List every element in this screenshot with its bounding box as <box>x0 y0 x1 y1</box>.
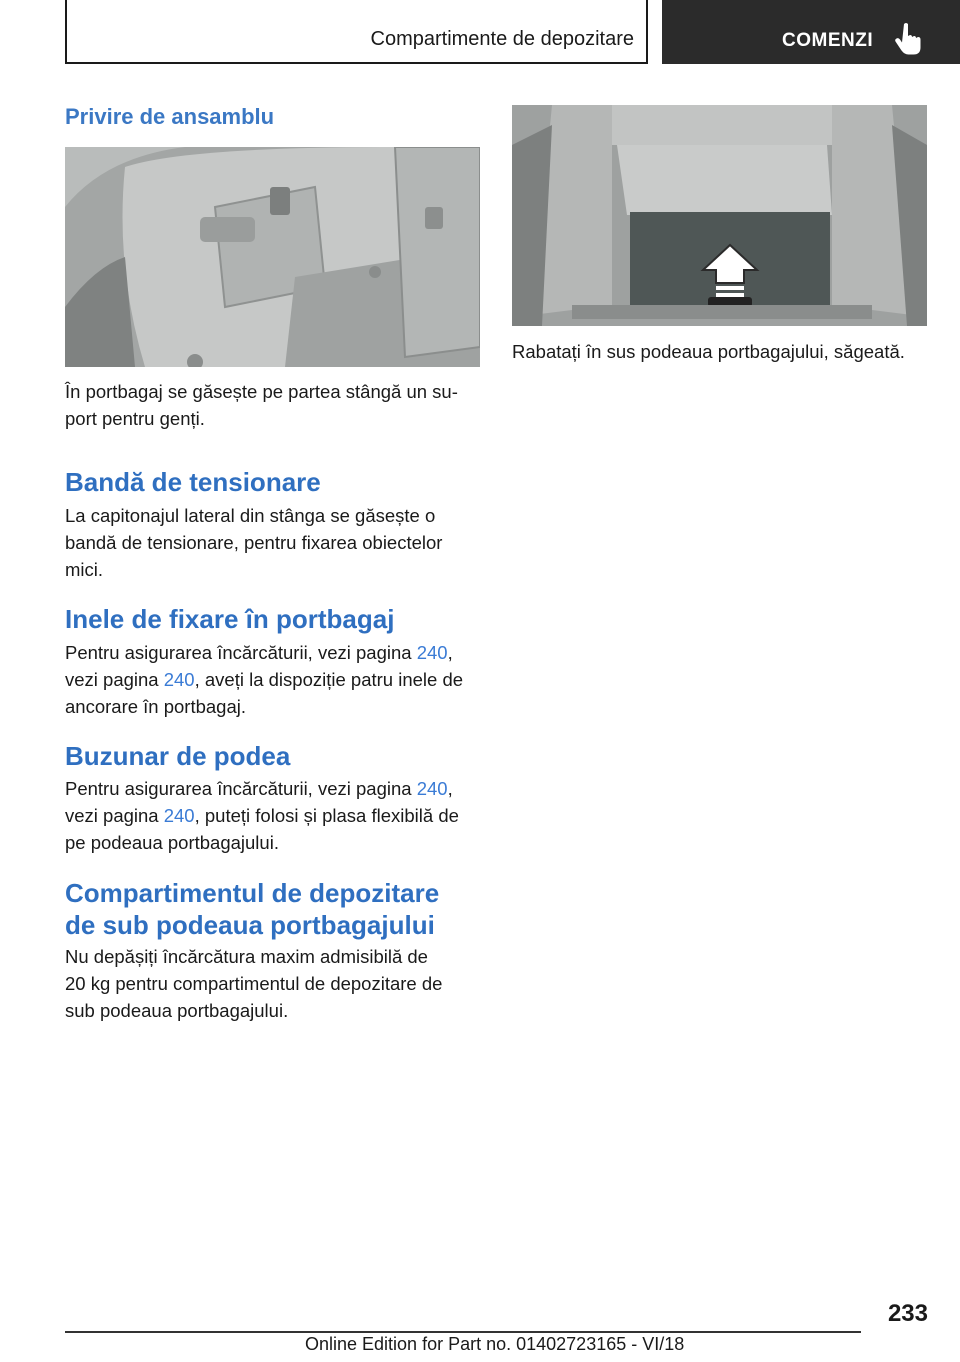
s2-line-3: ancorare în portbagaj. <box>65 696 247 717</box>
s4-line-2: 20 kg pentru compartimentul de depozitare de <box>65 973 443 994</box>
page-link-240[interactable]: 240 <box>163 669 195 690</box>
section-underfloor-storage-text <box>65 943 485 1024</box>
s3-line-1b: , <box>447 778 453 799</box>
s1-line-2: bandă de tensionare, pentru fixarea obiectelor <box>65 532 443 553</box>
overview-heading: Privire de ansamblu <box>65 104 275 129</box>
s3-line-1a: Pentru asigurarea încărcăturii, vezi pagina <box>65 778 417 799</box>
s2-line-1b: , <box>447 642 453 663</box>
edition-footer: Online Edition for Part no. 01402723165 - VI/18 <box>305 1334 685 1354</box>
image-caption: Rabatați în sus podeaua portbagajului, săgeată. <box>512 341 905 362</box>
overview-line-2: port pentru genți. <box>65 408 205 429</box>
s1-line-1: La capitonajul lateral din stânga se găsește o <box>65 505 436 526</box>
chapter-label: COMENZI <box>782 30 874 51</box>
s4-line-3: sub podeaua portbagajului. <box>65 1000 289 1021</box>
s2-line-2b: , aveți la dispoziție patru inele de <box>194 669 464 690</box>
page-link-240[interactable]: 240 <box>163 805 195 826</box>
pointing-hand-icon <box>895 22 923 56</box>
section-tension-strap-text <box>65 502 485 583</box>
page-link-240[interactable]: 240 <box>416 778 448 799</box>
section-underfloor-storage-title <box>65 877 485 941</box>
overview-line-1: În portbagaj se găsește pe partea stângă un su- <box>65 381 458 402</box>
s3-line-2a: vezi pagina <box>65 805 164 826</box>
overview-text <box>65 378 485 432</box>
s3-line-3: pe podeaua portbagajului. <box>65 832 279 853</box>
s4-line-1: Nu depășiți încărcătura maxim admisibilă de <box>65 946 428 967</box>
trunk-overview-image <box>65 147 480 367</box>
trunk-floor-image <box>512 105 927 326</box>
s4-title-line-1: Compartimentul de depozitare <box>65 878 440 908</box>
section-floor-pocket-text <box>65 775 485 856</box>
s4-title-line-2: de sub podeaua portbagajului <box>65 910 435 940</box>
section-floor-pocket-title: Buzunar de podea <box>65 741 291 771</box>
header-section-box <box>65 0 648 64</box>
section-tension-strap-title: Bandă de tensionare <box>65 467 321 497</box>
page-number: 233 <box>887 1300 928 1327</box>
section-lashing-eyes-title: Inele de fixare în portbagaj <box>65 604 395 634</box>
section-lashing-eyes-text <box>65 639 485 720</box>
s1-line-3: mici. <box>65 559 104 580</box>
s2-line-2a: vezi pagina <box>65 669 164 690</box>
chapter-tab[interactable] <box>662 0 960 64</box>
s3-line-2b: , puteți folosi și plasa flexibilă de <box>194 805 459 826</box>
footer-divider <box>65 1331 861 1333</box>
s2-line-1a: Pentru asigurarea încărcăturii, vezi pagina <box>65 642 417 663</box>
page-link-240[interactable]: 240 <box>416 642 448 663</box>
section-title: Compartimente de depozitare <box>370 28 634 50</box>
